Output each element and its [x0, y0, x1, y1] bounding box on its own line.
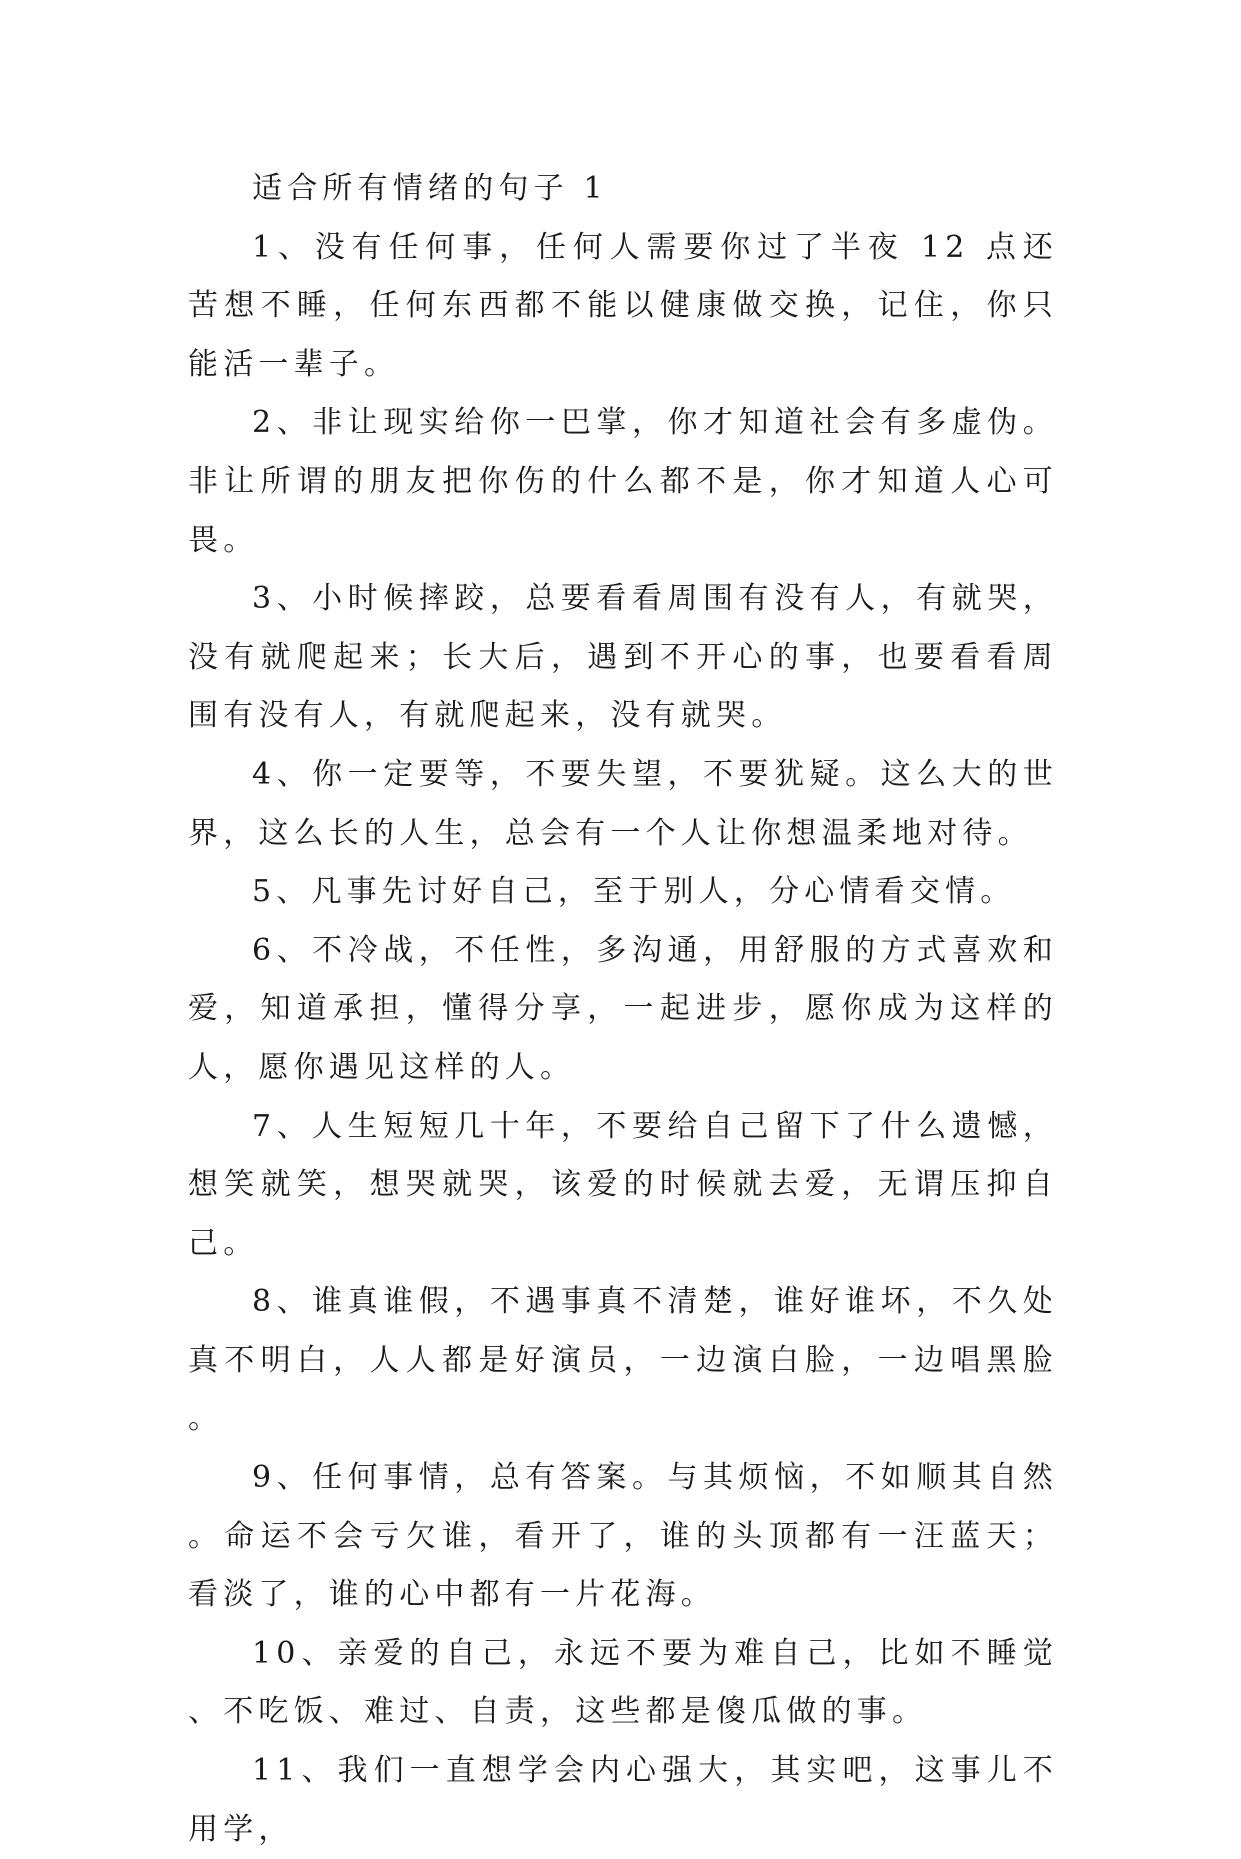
paragraph-4: 4、你一定要等，不要失望，不要犹疑。这么大的世界，这么长的人生，总会有一个人让你想温柔地对待。 [188, 756, 1058, 851]
paragraph-9: 9、任何事情，总有答案。与其烦恼，不如顺其自然。命运不会亏欠谁，看开了，谁的头顶都有一汪蓝天；看淡了，谁的心中都有一片花海。 [188, 1460, 1058, 1613]
paragraph-6: 6、不冷战，不任性，多沟通，用舒服的方式喜欢和爱，知道承担，懂得分享，一起进步，愿你成为这样的人，愿你遇见这样的人。 [188, 932, 1058, 1085]
paragraph-3: 3、小时候摔跤，总要看看周围有没有人，有就哭，没有就爬起来；长大后，遇到不开心的事，也要看看周围有没有人，有就爬起来，没有就哭。 [188, 581, 1058, 734]
document-title: 适合所有情绪的句子 1 [252, 171, 608, 206]
paragraph-10: 10、亲爱的自己，永远不要为难自己，比如不睡觉、不吃饭、难过、自责，这些都是傻瓜做的事。 [188, 1635, 1058, 1730]
paragraph-2: 2、非让现实给你一巴掌，你才知道社会有多虚伪。非让所谓的朋友把你伤的什么都不是，你才知道人心可畏。 [188, 405, 1058, 558]
paragraph-8: 8、谁真谁假，不遇事真不清楚，谁好谁坏，不久处真不明白，人人都是好演员，一边演白脸，一边唱黑脸。 [188, 1284, 1058, 1437]
paragraph-7: 7、人生短短几十年，不要给自己留下了什么遗憾，想笑就笑，想哭就哭，该爱的时候就去爱，无谓压抑自己。 [188, 1108, 1058, 1261]
paragraph-1: 1、没有任何事，任何人需要你过了半夜 12 点还苦想不睡，任何东西都不能以健康做交换，记住，你只能活一辈子。 [188, 229, 1058, 382]
document-body [188, 160, 1058, 1859]
paragraph-11: 11、我们一直想学会内心强大，其实吧，这事儿不用学， [188, 1753, 1058, 1847]
paragraph-5: 5、凡事先讨好自己，至于别人，分心情看交情。 [252, 874, 1016, 910]
